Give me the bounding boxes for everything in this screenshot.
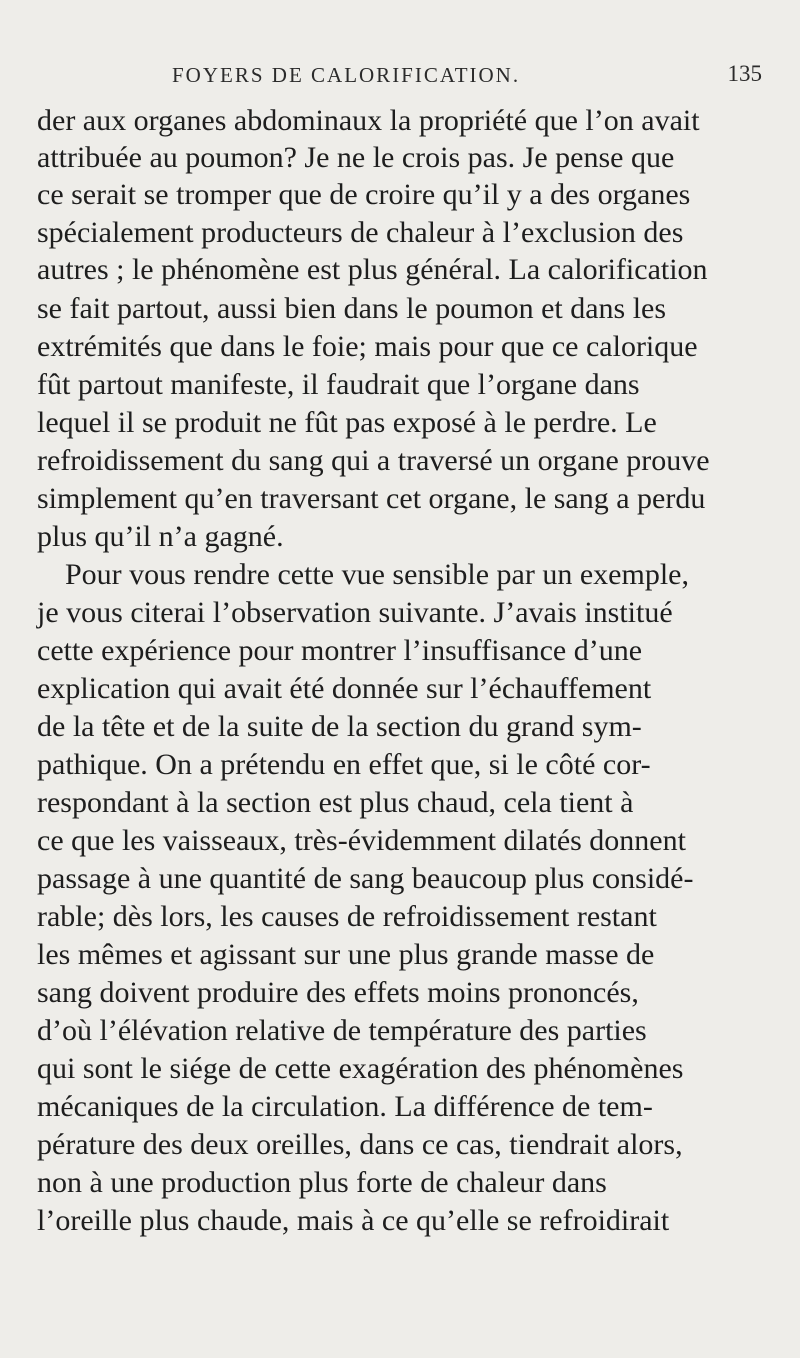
text-line: ce serait se tromper que de croire qu’il y a des organes xyxy=(37,178,691,211)
text-line: rable; dès lors, les causes de refroidissement restant xyxy=(37,900,657,933)
text-line: respondant à la section est plus chaud, cela tient à xyxy=(37,786,634,819)
text-line: explication qui avait été donnée sur l’échauffement xyxy=(37,672,652,705)
text-line: refroidissement du sang qui a traversé un organe prouve xyxy=(37,444,710,477)
text-line: spécialement producteurs de chaleur à l’exclusion des xyxy=(37,216,684,249)
text-line: je vous citerai l’observation suivante. J’avais institué xyxy=(37,596,673,629)
text-line: cette expérience pour montrer l’insuffisance d’une xyxy=(37,634,643,667)
text-line: passage à une quantité de sang beaucoup plus considé- xyxy=(37,862,694,895)
text-line: d’où l’élévation relative de température des parties xyxy=(37,1014,647,1047)
text-line: sang doivent produire des effets moins prononcés, xyxy=(37,976,639,1009)
text-line: non à une production plus forte de chaleur dans xyxy=(37,1166,607,1199)
text-line: se fait partout, aussi bien dans le poumon et dans les xyxy=(37,292,667,325)
text-line: qui sont le siége de cette exagération des phénomènes xyxy=(37,1052,684,1085)
text-line: pathique. On a prétendu en effet que, si le côté cor- xyxy=(37,748,651,781)
text-line: simplement qu’en traversant cet organe, le sang a perdu xyxy=(37,482,706,515)
text-line: plus qu’il n’a gagné. xyxy=(37,520,284,553)
running-head: FOYERS DE CALORIFICATION. xyxy=(172,63,521,87)
text-line: fût partout manifeste, il faudrait que l’organe dans xyxy=(37,368,640,401)
text-line: les mêmes et agissant sur une plus grande masse de xyxy=(37,938,655,971)
text-line: pérature des deux oreilles, dans ce cas, tiendrait alors, xyxy=(37,1128,683,1161)
text-line: der aux organes abdominaux la propriété que l’on avait xyxy=(37,104,700,137)
text-line: de la tête et de la suite de la section du grand sym- xyxy=(37,710,642,743)
text-line: Pour vous rendre cette vue sensible par un exemple, xyxy=(65,558,689,591)
text-line: lequel il se produit ne fût pas exposé à le perdre. Le xyxy=(37,406,657,439)
page-number: 135 xyxy=(727,61,762,86)
text-line: l’oreille plus chaude, mais à ce qu’elle se refroidirait xyxy=(37,1204,670,1237)
text-line: attribuée au poumon? Je ne le crois pas. Je pense que xyxy=(37,141,675,174)
text-line: mécaniques de la circulation. La différence de tem- xyxy=(37,1090,653,1123)
text-line: ce que les vaisseaux, très-évidemment dilatés donnent xyxy=(37,824,686,857)
text-line: extrémités que dans le foie; mais pour que ce calorique xyxy=(37,330,698,363)
text-line: autres ; le phénomène est plus général. La calorification xyxy=(37,253,708,286)
